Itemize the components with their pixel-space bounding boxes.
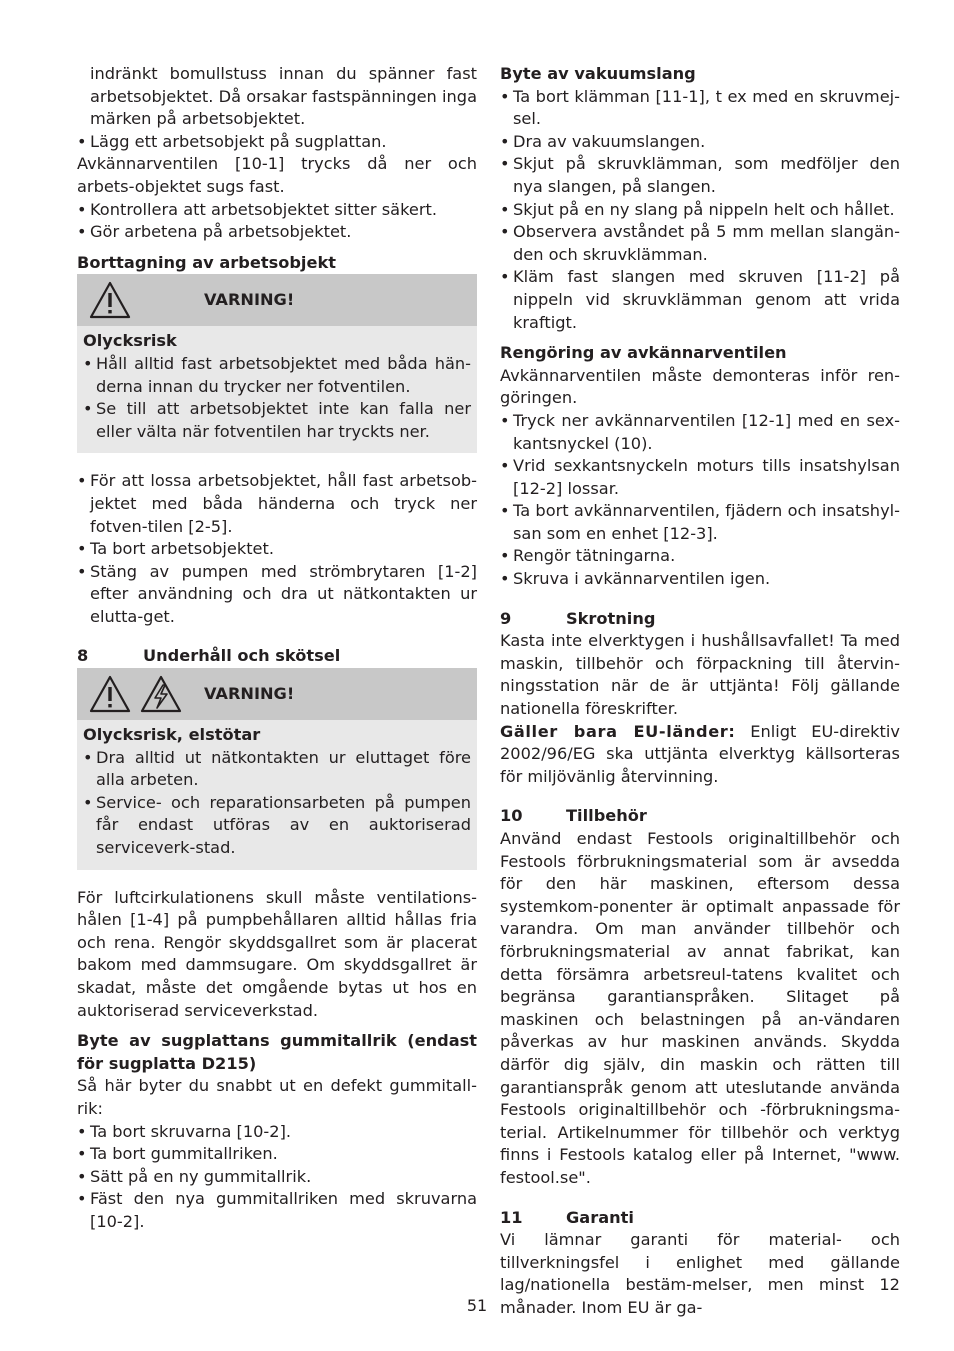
list-item: • Stäng av pumpen med strömbrytaren [1-2] efter användning och dra ut nätkontakten ur elutta-get. [77, 561, 477, 629]
list-item: • Sätt på en ny gummitallrik. [77, 1166, 477, 1189]
heading-hose: Byte av vakuumslang [500, 64, 696, 83]
page-number: 51 [466, 1296, 488, 1315]
heading-rubber-plate: Byte av sugplattans gummitallrik (endast för sugplatta D215) [77, 1031, 477, 1073]
list-item: • Rengör tätningarna. [500, 545, 900, 568]
paragraph: Så här byter du snabbt ut en defekt gummitall-rik: [77, 1076, 477, 1118]
electric-shock-icon [140, 675, 182, 713]
warning-body [77, 720, 477, 870]
warning-subtitle: Olycksrisk [83, 331, 177, 351]
hose-list [500, 86, 900, 335]
list-item: • Vrid sexkantsnyckeln moturs tills insatshylsan [12-2] lossar. [500, 455, 900, 500]
section-9-heading [500, 608, 900, 631]
warning-triangle-icon [89, 675, 131, 713]
list-item: • Dra av vakuumslangen. [500, 131, 900, 154]
section-number: 9 [500, 608, 512, 628]
paragraph-accessories: Använd endast Festools originaltillbehör och Festools förbrukningsmaterial som är avsedda för den här maskinen, eftersom dessa systemkom-ponenter är optimalt anpassade för varandra. Om man använder tillbehör och förbrukningsmaterial av annat fabrikat, kan detta försämra arbetsreul-tatens kvalitet och begränsa garantianspråken. Slitaget på maskinen och belastningen på an-vändaren påverkas av hur maskinen används. Skydda därför dig själv, din maskin och rätten till garantianspråk genom att uteslutande använda Festools originaltillbehör och -förbrukningsma-terial. Artikelnummer för tillbehör och verktyg finns i Festools katalog eller på Internet, "www. festool.se". [500, 829, 900, 1187]
section-title: Tillbehör [566, 806, 647, 826]
warning-header [77, 668, 477, 720]
warning-triangle-icon [89, 281, 131, 319]
warning-list [83, 353, 471, 443]
paragraph: Avkännarventilen måste demonteras inför ren-göringen. [500, 365, 900, 408]
paragraph-eu [500, 721, 900, 789]
list-item: • Kontrollera att arbetsobjektet sitter säkert. [77, 199, 477, 222]
intro-list-2 [77, 199, 477, 244]
intro-list-1 [77, 131, 477, 154]
warning-box-1 [77, 274, 477, 453]
paragraph-ventilation: För luftcirkulationens skull måste ventilations-hålen [1-4] på pumpbehållaren alltid hållas fria och rena. Rengör skyddsgallret som är placerat bakom med dammsugare. Om skyddsgallret är skadat, måste det omgående bytas ut hos en auktoriserad serviceverkstad. [77, 887, 477, 1020]
list-item: • Tryck ner avkännarventilen [12-1] med en sex-kantsnyckel (10). [500, 410, 900, 455]
removal-list [77, 470, 477, 628]
eu-label: Gäller bara EU-länder: [500, 721, 736, 741]
list-item: • För att lossa arbetsobjektet, håll fast arbetsob-jektet med båda händerna och tryck ner fotven-tilen [2-5]. [77, 470, 477, 538]
list-item: • Håll alltid fast arbetsobjektet med båda hän-derna innan du trycker ner fotventilen. [83, 353, 471, 398]
eu-text: Enligt EU-direktiv 2002/96/EG ska uttjänta elverktyg källsorteras för miljövänlig återvinning. [500, 721, 900, 786]
section-8-heading [77, 645, 477, 668]
warning-body [77, 326, 477, 453]
cleaning-list [500, 410, 900, 591]
paragraph: Avkännarventilen [10-1] trycks då ner och arbets-objektet sugs fast. [77, 154, 477, 196]
section-11-heading [500, 1207, 900, 1230]
list-item: • Observera avståndet på 5 mm mellan slangän-den och skruvklämman. [500, 221, 900, 266]
section-title: Skrotning [566, 608, 656, 628]
section-title: Underhåll och skötsel [143, 646, 341, 666]
section-title: Garanti [566, 1207, 634, 1227]
warning-box-2 [77, 668, 477, 870]
list-item: • Gör arbetena på arbetsobjektet. [77, 221, 477, 244]
list-item: • Fäst den nya gummitallriken med skruvarna [10-2]. [77, 1188, 477, 1233]
list-item: • Kläm fast slangen med skruven [11-2] på nippeln vid skruvklämman genom att vrida kraftigt. [500, 266, 900, 334]
list-item: • Service- och reparationsarbeten på pumpen får endast utföras av en auktoriserad serviceverk-stad. [83, 792, 471, 860]
list-item: • Skjut på en ny slang på nippeln helt och hållet. [500, 199, 900, 222]
intro-continuation: indränkt bomullstuss innan du spänner fast arbetsobjektet. Då orsakar fastspänningen inga märken på arbetsobjektet. [90, 64, 477, 129]
section-number: 11 [500, 1207, 523, 1227]
list-item: • Skjut på skruvklämman, som medföljer den nya slangen, på slangen. [500, 153, 900, 198]
heading-removal: Borttagning av arbetsobjekt [77, 252, 336, 272]
warning-subtitle: Olycksrisk, elstötar [83, 725, 261, 745]
left-column [77, 63, 477, 1234]
warning-title: VARNING! [204, 290, 295, 310]
warning-list [83, 747, 471, 860]
list-item: • Lägg ett arbetsobjekt på sugplattan. [77, 131, 477, 154]
section-number: 8 [77, 646, 89, 666]
list-item: • Ta bort skruvarna [10-2]. [77, 1121, 477, 1144]
warning-title: VARNING! [204, 684, 295, 704]
list-item: • Ta bort klämman [11-1], t ex med en skruvmej-sel. [500, 86, 900, 131]
section-10-heading [500, 805, 900, 828]
list-item: • Skruva i avkännarventilen igen. [500, 568, 900, 591]
list-item: • Ta bort arbetsobjektet. [77, 538, 477, 561]
paragraph-warranty: Vi lämnar garanti för material- och tillverkningsfel i enlighet med gällande lag/nationella bestäm-melser, men minst 12 månader. Inom EU är ga- [500, 1230, 900, 1317]
list-item: • Ta bort gummitallriken. [77, 1143, 477, 1166]
list-item: • Dra alltid ut nätkontakten ur eluttaget före alla arbeten. [83, 747, 471, 792]
heading-cleaning: Rengöring av avkännarventilen [500, 343, 787, 363]
warning-header [77, 274, 477, 326]
list-item: • Ta bort avkännarventilen, fjädern och insatshyl-san som en enhet [12-3]. [500, 500, 900, 545]
rubber-list [77, 1121, 477, 1234]
paragraph-scrapping: Kasta inte elverktygen i hushållsavfallet! Ta med maskin, tillbehör och förpackning till återvin-ningsstation när de är uttjänta! Följ gällande nationella föreskrifter. [500, 631, 900, 719]
section-number: 10 [500, 806, 523, 826]
right-column [500, 63, 900, 1319]
list-item: • Se till att arbetsobjektet inte kan falla ner eller välta när fotventilen har tryckts ner. [83, 398, 471, 443]
